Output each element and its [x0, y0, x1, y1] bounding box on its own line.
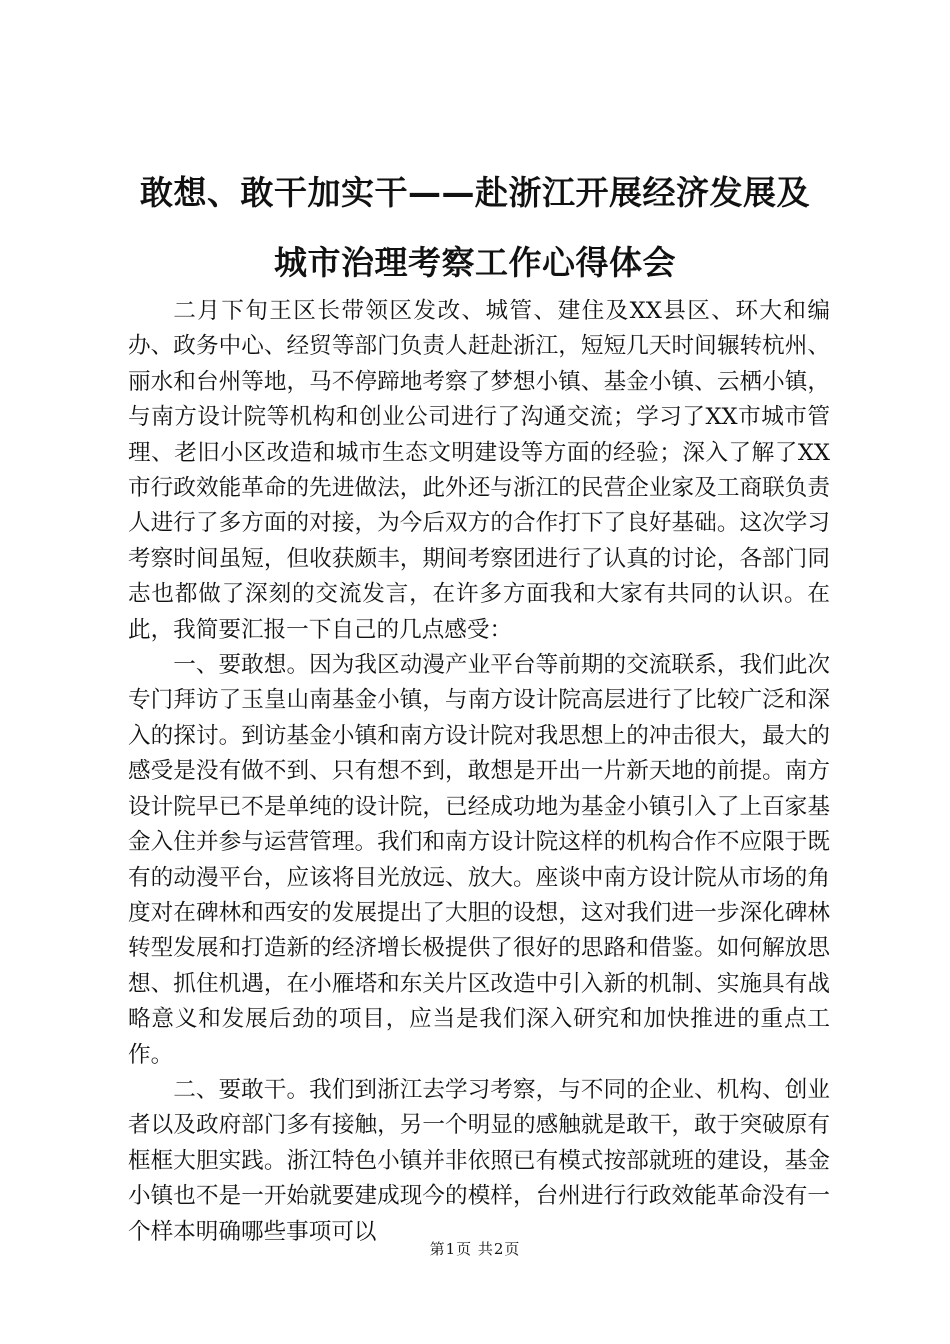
paragraph-intro: 二月下旬王区长带领区发改、城管、建住及XX县区、环大和编办、政务中心、经贸等部门负责人赶赴浙江，短短几天时间辗转杭州、丽水和台州等地，马不停蹄地考察了梦想小镇、基金小镇、云栖小镇，与南方设计院等机构和创业公司进行了沟通交流；学习了XX市城市管理、老旧小区改造和城市生态文明建设等方面的经验；深入了解了XX市行政效能革命的先进做法，此外还与浙江的民营企业家及工商联负责人进行了多方面的对接，为今后双方的合作打下了良好基础。这次学习考察时间虽短，但收获颇丰，期间考察团进行了认真的讨论，各部门同志也都做了深刻的交流发言，在许多方面我和大家有共同的认识。在此，我简要汇报一下自己的几点感受：: [128, 298, 830, 643]
document-body: [128, 294, 830, 1250]
title-line-2: 城市治理考察工作心得体会: [274, 243, 676, 282]
document-title: [120, 158, 830, 298]
page-number-footer: 第1页 共2页: [429, 1240, 521, 1258]
title-line-1: 敢想、敢干加实干——赴浙江开展经济发展及: [140, 173, 810, 212]
paragraph-point-1: 一、要敢想。因为我区动漫产业平台等前期的交流联系，我们此次专门拜访了玉皇山南基金小镇，与南方设计院高层进行了比较广泛和深入的探讨。到访基金小镇和南方设计院对我思想上的冲击很大，最大的感受是没有做不到、只有想不到，敢想是开出一片新天地的前提。南方设计院早已不是单纯的设计院，已经成功地为基金小镇引入了上百家基金入住并参与运营管理。我们和南方设计院这样的机构合作不应限于既有的动漫平台，应该将目光放远、放大。座谈中南方设计院从市场的角度对在碑林和西安的发展提出了大胆的设想，这对我们进一步深化碑林转型发展和打造新的经济增长极提供了很好的思路和借鉴。如何解放思想、抓住机遇，在小雁塔和东关片区改造中引入新的机制、实施具有战略意义和发展后劲的项目，应当是我们深入研究和加快推进的重点工作。: [128, 652, 830, 1068]
paragraph-point-2: 二、要敢干。我们到浙江去学习考察，与不同的企业、机构、创业者以及政府部门多有接触，另一个明显的感触就是敢干，敢于突破原有框框大胆实践。浙江特色小镇并非依照已有模式按部就班的建设，基金小镇也不是一开始就要建成现今的模样，台州进行行政效能革命没有一个样本明确哪些事项可以: [128, 1076, 830, 1245]
